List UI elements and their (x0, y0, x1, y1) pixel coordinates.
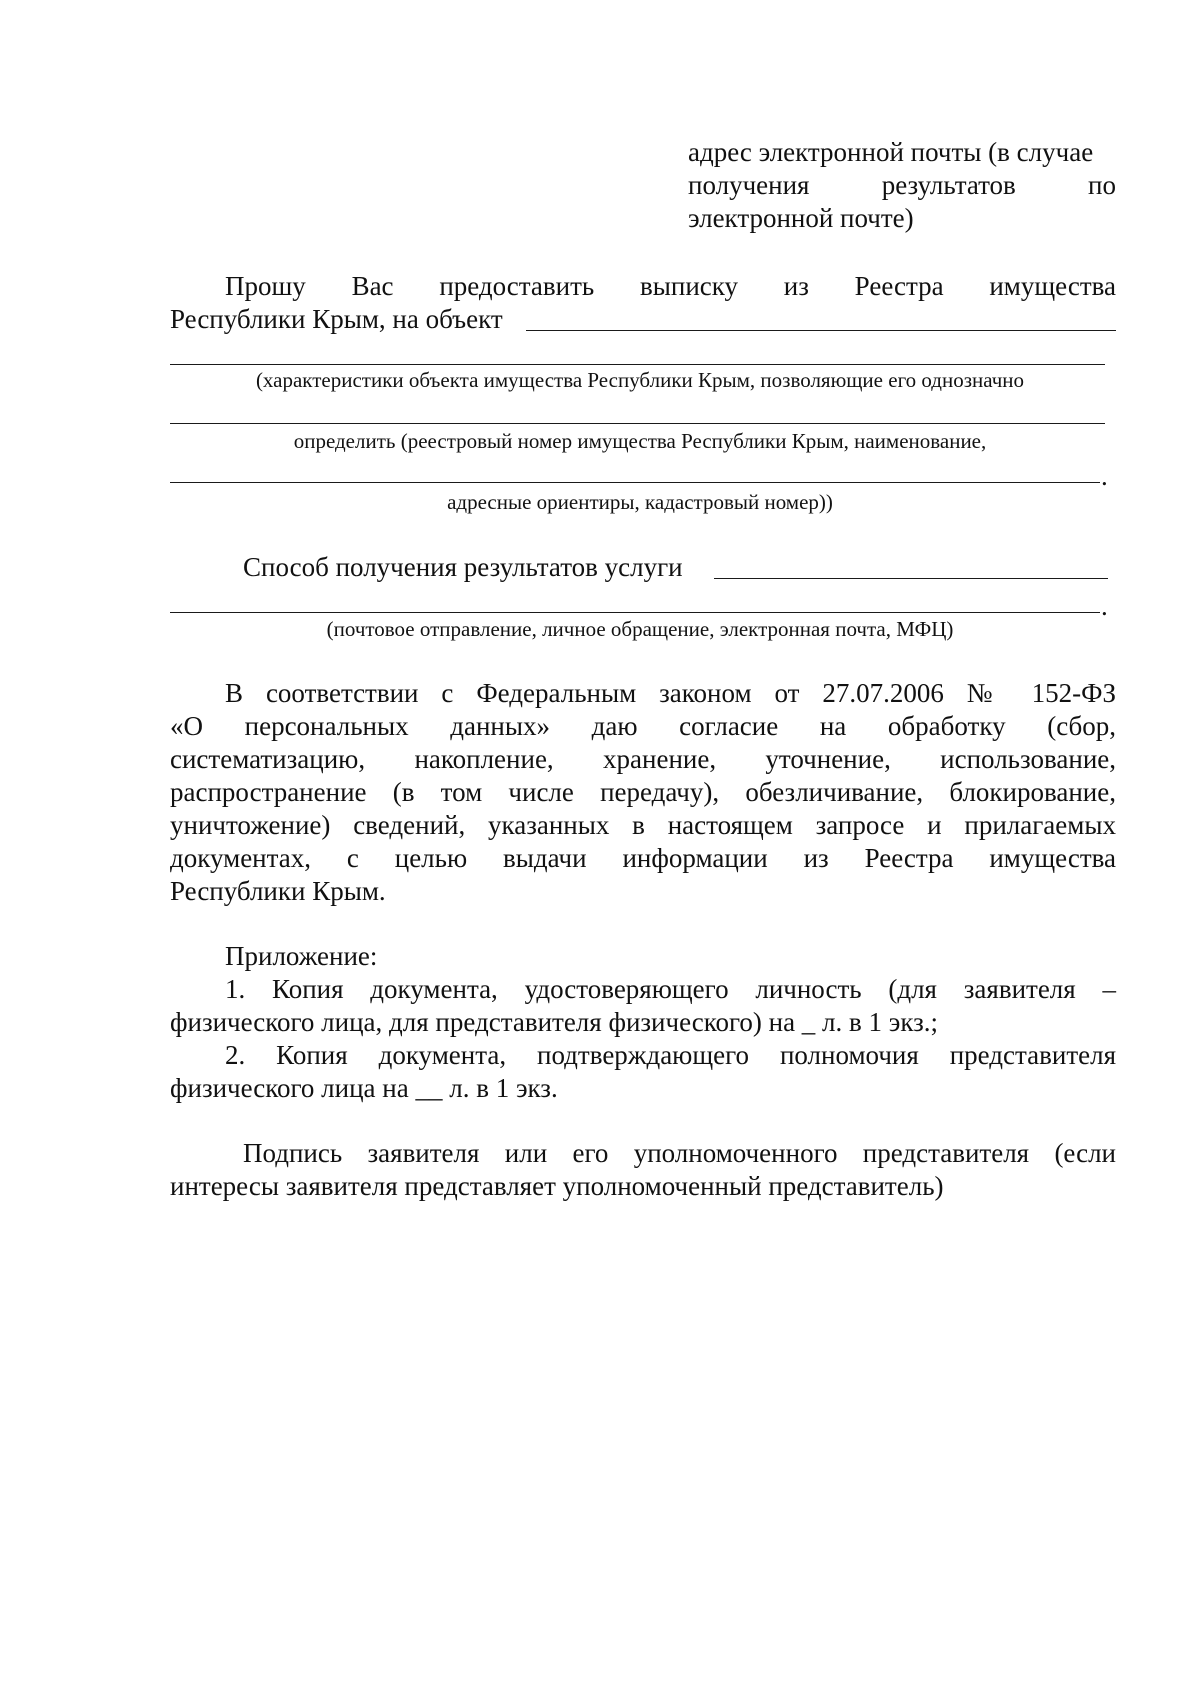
object-field-line-2[interactable] (170, 364, 1105, 365)
object-field-period: . (1101, 461, 1108, 491)
consent-line-7: Республики Крым. (170, 876, 386, 906)
attachments-heading: Приложение: (225, 941, 378, 971)
request-line-2: Республики Крым, на объект (170, 304, 503, 334)
object-field-line-4[interactable] (170, 482, 1100, 483)
delivery-field-line-1[interactable] (714, 578, 1108, 579)
object-field-line-3[interactable] (170, 423, 1105, 424)
consent-line-3: систематизацию, накопление, хранение, уточнение, использование, (170, 744, 1116, 774)
signature-line-2: интересы заявителя представляет уполномоченный представитель) (170, 1171, 944, 1201)
email-word-results: результатов (881, 170, 1016, 200)
email-line-1: адрес электронной почты (в случае (688, 137, 1094, 167)
delivery-caption: (почтовое отправление, личное обращение, электронная почта, МФЦ) (326, 617, 954, 641)
object-caption-1: (характеристики объекта имущества Республики Крым, позволяющие его однозначно (255, 368, 1025, 392)
consent-line-1: В соответствии с Федеральным законом от 27.07.2006 № 152-ФЗ (225, 678, 1116, 708)
consent-line-5: уничтожение) сведений, указанных в настоящем запросе и прилагаемых (170, 810, 1116, 840)
email-line-2 (688, 169, 1116, 201)
attachment-2-line-1: 2. Копия документа, подтверждающего полномочия представителя (225, 1040, 1116, 1070)
request-line-1: Прошу Вас предоставить выписку из Реестра имущества (225, 271, 1116, 301)
email-word-by: по (1088, 170, 1116, 200)
attachment-1-line-1: 1. Копия документа, удостоверяющего личность (для заявителя – (225, 974, 1116, 1004)
object-caption-2: определить (реестровый номер имущества Республики Крым, наименование, (293, 429, 987, 453)
attachment-1-line-2: физического лица, для представителя физического) на _ л. в 1 экз.; (170, 1007, 939, 1037)
object-field-line-1[interactable] (526, 330, 1116, 331)
consent-line-2: «О персональных данных» даю согласие на обработку (сбор, (170, 711, 1116, 741)
object-caption-3: адресные ориентиры, кадастровый номер)) (447, 490, 833, 514)
delivery-field-line-2[interactable] (170, 612, 1100, 613)
consent-line-4: распространение (в том числе передачу), обезличивание, блокирование, (170, 777, 1116, 807)
signature-line-1: Подпись заявителя или его уполномоченного представителя (если (243, 1138, 1116, 1168)
email-word-receiving: получения (688, 170, 810, 200)
delivery-label: Способ получения результатов услуги (243, 552, 683, 582)
email-line-3: электронной почте) (688, 203, 914, 233)
attachment-2-line-2: физического лица на __ л. в 1 экз. (170, 1073, 558, 1103)
delivery-field-period: . (1101, 591, 1108, 621)
consent-line-6: документах, с целью выдачи информации из Реестра имущества (170, 843, 1116, 873)
